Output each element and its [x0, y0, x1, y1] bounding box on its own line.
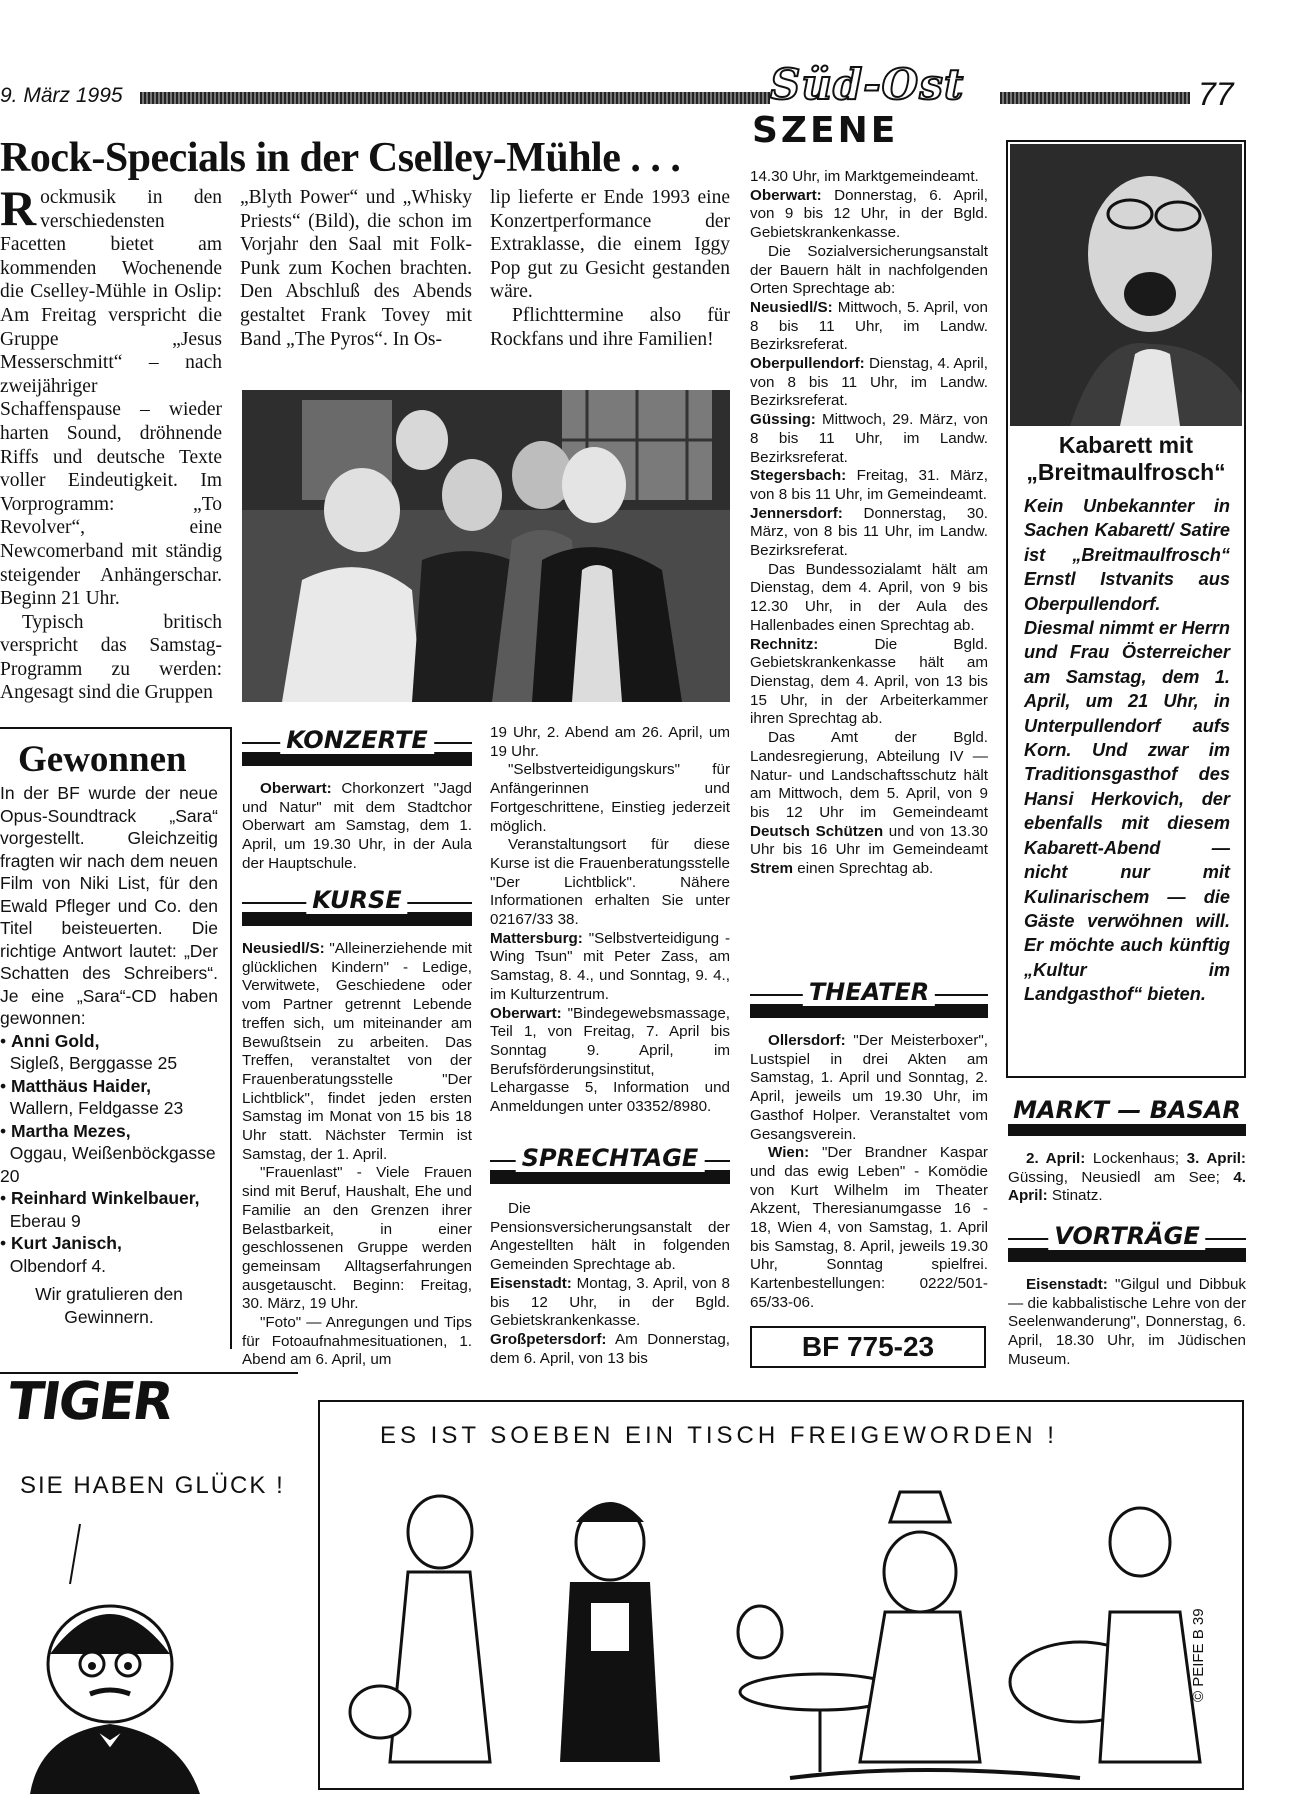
kurse-header — [242, 882, 472, 926]
article-column-1 — [0, 180, 222, 705]
portrait-photo — [1010, 144, 1242, 426]
winner-1: • Anni Gold, Sigleß, Berggasse 25 — [0, 1030, 178, 1073]
article-column-2 — [240, 186, 472, 351]
article-col3-p1: lip lieferte er Ende 1993 eine Konzertperformance der Extraklasse, die einem Iggy Pop gut zu Gesicht gestanden wäre. — [490, 187, 730, 303]
gewonnen-closing: Wir gratulieren den Gewinnern. — [35, 1284, 183, 1327]
winner-5: • Kurt Janisch, Olbendorf 4. — [0, 1233, 122, 1276]
vortraege-label: VORTRÄGE — [1048, 1222, 1205, 1250]
band-photo-image — [242, 390, 730, 702]
gewonnen-text — [0, 782, 218, 1328]
cartoon-signature: © PEIFE B 39 — [1190, 1608, 1207, 1702]
markt-basar-header — [1008, 1092, 1246, 1136]
bf-code-box: BF 775-23 — [750, 1326, 986, 1368]
sprechtage-label: SPRECHTAGE — [516, 1144, 705, 1172]
markt-basar-text: 2. April: Lockenhaus; 3. April: Güssing, Neusiedl am See; 4. April: Stinatz. — [1008, 1150, 1246, 1205]
theater-label: THEATER — [803, 978, 935, 1006]
article-col2-text: „Blyth Power“ und „Whisky Priests“ (Bild), die schon im Vorjahr den Saal mit Folk-Punk zum Kochen brachten. Den Abschluß des Abends gestaltet Frank Tovey mit Band „The Pyros“. In Os- — [240, 187, 472, 350]
cartoon-scene — [320, 1462, 1242, 1788]
gewonnen-intro: In der BF wurde der neue Opus-Soundtrack „Sara“ vorgestellt. Gleichzeitig fragten wir nach dem neuen Film von Niki List, für den Ewald Pfleger und Co. den Titel beisteuerten. Die richtige Antwort lautet: „Der Schatten des Schreibers“. Je eine „Sara“-CD haben gewonnen: — [0, 783, 218, 1028]
vortraege-header — [1008, 1218, 1246, 1262]
portrait-image — [1010, 144, 1242, 426]
article-col1-p1: ockmusik in den verschiedensten Facetten bietet am kommenden Wochenende die Cselley-Mühle in Oslip: Am Freitag verspricht die Gruppe „Jesus Messerschmitt“ – nach zweijähriger Schaffenspause – wieder harten Sound, dröhnende Riffs und deutsche Texte voller Eindeutigkeit. Im Vorprogramm: „To Revolver“, eine Newcomerband mit ständig steigender Anhängerschar. Beginn 21 Uhr. — [0, 187, 222, 610]
sprechtage-text-col2: 14.30 Uhr, im Marktgemeindeamt. Oberwart: Donnerstag, 6. April, von 9 bis 12 Uhr, in der Bgld. Gebietskrankenkasse. Die Sozialversicherungsanstalt der Bauern hält in nachfolgenden Orten Sprechtage ab: Neusiedl/S: Mittwoch, 5. April, von 8 bis 11 Uhr, im Landw. Bezirksreferat. Oberpullendorf: Dienstag, 4. April, von 8 bis 11 Uhr, im Landw. Bezirksreferat. Güssing: Mittwoch, 29. März, von 8 bis 11 Uhr, im Landw. Bezirksreferat. Stegersbach: Freitag, 31. März, von 8 bis 11 Uhr, im Gemeindeamt. Jennersdorf: Donnerstag, 30. März, von 8 bis 11 Uhr, im Landw. Bezirksreferat. Das Bundessozialamt hält am Dienstag, dem 4. April, von 9 bis 12.30 Uhr, in der Aula des Hallenbades einen Sprechtag ab. Rechnitz: Die Bgld. Gebietskrankenkasse hält am Dienstag, dem 4. April, von 13 bis 15 Uhr, in der Arbeiterkammer ihren Sprechtag ab. Das Amt der Bgld. Landesregierung, Abteilung IV — Natur- und Landschaftsschutz hält am Mittwoch, dem 5. April, von 9 bis 12 Uhr im Gemeindeamt Deutsch Schützen und von 13.30 Uhr bis 16 Uhr im Gemeindeamt Strem einen Sprechtag ab. — [750, 168, 989, 878]
drop-cap: R — [0, 180, 37, 236]
konzerte-label: KONZERTE — [280, 726, 434, 754]
kurse-label: KURSE — [306, 886, 407, 914]
article-headline: Rock-Specials in der Cselley-Mühle . . . — [0, 135, 681, 181]
issue-date: 9. März 1995 — [0, 84, 123, 107]
cartoon-bubble-2: ES IST SOEBEN EIN TISCH FREIGEWORDEN ! — [380, 1422, 1058, 1449]
kabarett-text: Kein Unbekannter in Sachen Kabarett/ Satire ist „Breitmaulfrosch“ Ernstl Istvanits aus Oberpullendorf. Diesmal nimmt er Herrn und Frau Österreicher am Samstag, dem 1. April, um 21 Uhr, in Unterpullendorf aufs Korn. Und zwar im Traditionsgasthof des Hansi Herkovich, der ebenfalls mit diesem Kabarett-Abend — nicht nur mit Kulinarischem — die Gäste verwöhnen will. Er möchte auch künftig „Kultur im Landgasthof“ bieten. — [1024, 496, 1230, 1005]
gewonnen-title: Gewonnen — [18, 739, 187, 780]
winner-3: • Martha Mezes, Oggau, Weißenböckgasse 20 — [0, 1120, 216, 1186]
logo-bottom-text: SZENE — [752, 110, 899, 151]
theater-text: Ollersdorf: "Der Meisterboxer", Lustspiel in drei Akten am Samstag, 1. April und Sonntag, 2. April, jeweils um 19.30 Uhr, im Gasthof Holper. Veranstaltet vom Gesangsverein. Wien: "Der Brandner Kaspar und das ewig Leben" - Komödie von Kurt Wilhelm im Theater Akzent, Theresianumgasse 16 - 18, Wien 4, von Samstag, 1. April bis Samstag, 8. April, jeweils 19.30 Uhr, Sonntag spielfrei. Kartenbestellungen: 0222/501-65/33-06. — [750, 1032, 988, 1311]
cartoon-bubble-1: SIE HABEN GLÜCK ! — [20, 1472, 285, 1499]
winner-4: • Reinhard Winkelbauer, Eberau 9 — [0, 1188, 200, 1231]
kurse-text-col2: 19 Uhr, 2. Abend am 26. April, um 19 Uhr. "Selbstverteidigungskurs" für Anfängerinnen und Fortgeschrittene, Einstieg jederzeit möglich. Veranstaltungsort für diese Kurse ist die Frauenberatungsstelle "Der Lichtblick". Nähere Informationen erhalten Sie unter 02167/33 38. Mattersburg: "Selbstverteidigung - Wing Tsun" mit Peter Zass, am Samstag, 8. 4., und Sonntag, 9. 4., im Kulturzentrum. Oberwart: "Bindegewebsmassage, Teil 1, von Freitag, 7. April bis Sonntag 9. April, im Berufsförderungsinstitut, Lehargasse 5, Information und Anmeldungen unter 03352/8980. — [490, 724, 730, 1116]
tiger-panel-1 — [0, 1372, 298, 1794]
logo-top-text: Süd-Ost — [770, 60, 965, 109]
sprechtage-header — [490, 1140, 730, 1184]
article-column-3 — [490, 186, 730, 351]
kurse-text-col1: Neusiedl/S: "Alleinerziehende mit glücklichen Kindern" - Ledige, Verwitwete, Geschiedene oder vom Partner getrennt Lebende treffen sich, um miteinander am Bewußtsein zu arbeiten. Das Treffen, veranstaltet von der Frauenberatungsstelle "Der Lichtblick", findet jeden ersten Samstag im Monat von 15 bis 18 Uhr statt. Nächster Termin ist Samstag, der 1. April. "Frauenlast" - Viele Frauen sind mit Beruf, Haushalt, Ehe und Familie an den Grenzen ihrer Belastbarkeit, in einer geschlossenen Gruppe werden gemeinsam Alltagserfahrungen ausgetauscht. Beginn: Freitag, 30. März, 19 Uhr. "Foto" — Anregungen und Tips für Fotoaufnahmesituationen, 1. Abend am 6. April, um — [242, 940, 472, 1369]
konzerte-header — [242, 722, 472, 766]
tiger-strip-title: TIGER — [3, 1372, 176, 1432]
winner-2: • Matthäus Haider, Wallern, Feldgasse 23 — [0, 1075, 184, 1118]
band-photo — [242, 390, 730, 702]
header-rule-right — [1000, 92, 1190, 104]
article-col1-p2: Typisch britisch verspricht das Samstag-Programm zu werden: Angesagt sind die Gruppen — [0, 611, 222, 704]
cartoon-figure-waiter — [0, 1514, 298, 1794]
vortraege-text: Eisenstadt: "Gilgul und Dibbuk — die kabbalistische Lehre von der Seelenwanderung", Donnerstag, 6. April, 18.30 Uhr, im Jüdischen Museum. — [1008, 1276, 1246, 1368]
theater-header — [750, 974, 988, 1018]
header-rule-left — [140, 92, 770, 104]
markt-basar-label: MARKT — BASAR — [1007, 1096, 1247, 1124]
page-number: 77 — [1198, 76, 1234, 112]
article-col3-p2: Pflichttermine also für Rockfans und ihre Familien! — [490, 304, 730, 350]
kabarett-title: Kabarett mit „Breitmaulfrosch“ — [1026, 432, 1226, 485]
tiger-panel-2 — [318, 1400, 1244, 1790]
szene-logo — [752, 60, 984, 152]
winner-list — [0, 1030, 218, 1278]
konzerte-text: Oberwart: Chorkonzert "Jagd und Natur" mit dem Stadtchor Oberwart am Samstag, dem 1. April, um 19.30 Uhr, in der Aula der Hauptschule. — [242, 780, 472, 872]
sprechtage-text-col1: Die Pensionsversicherungsanstalt der Angestellten hält in folgenden Gemeinden Sprechtage ab. Eisenstadt: Montag, 3. April, von 8 bis 12 Uhr, in der Bgld. Gebietskrankenkasse. Großpetersdorf: Am Donnerstag, dem 6. April, von 13 bis — [490, 1200, 730, 1367]
